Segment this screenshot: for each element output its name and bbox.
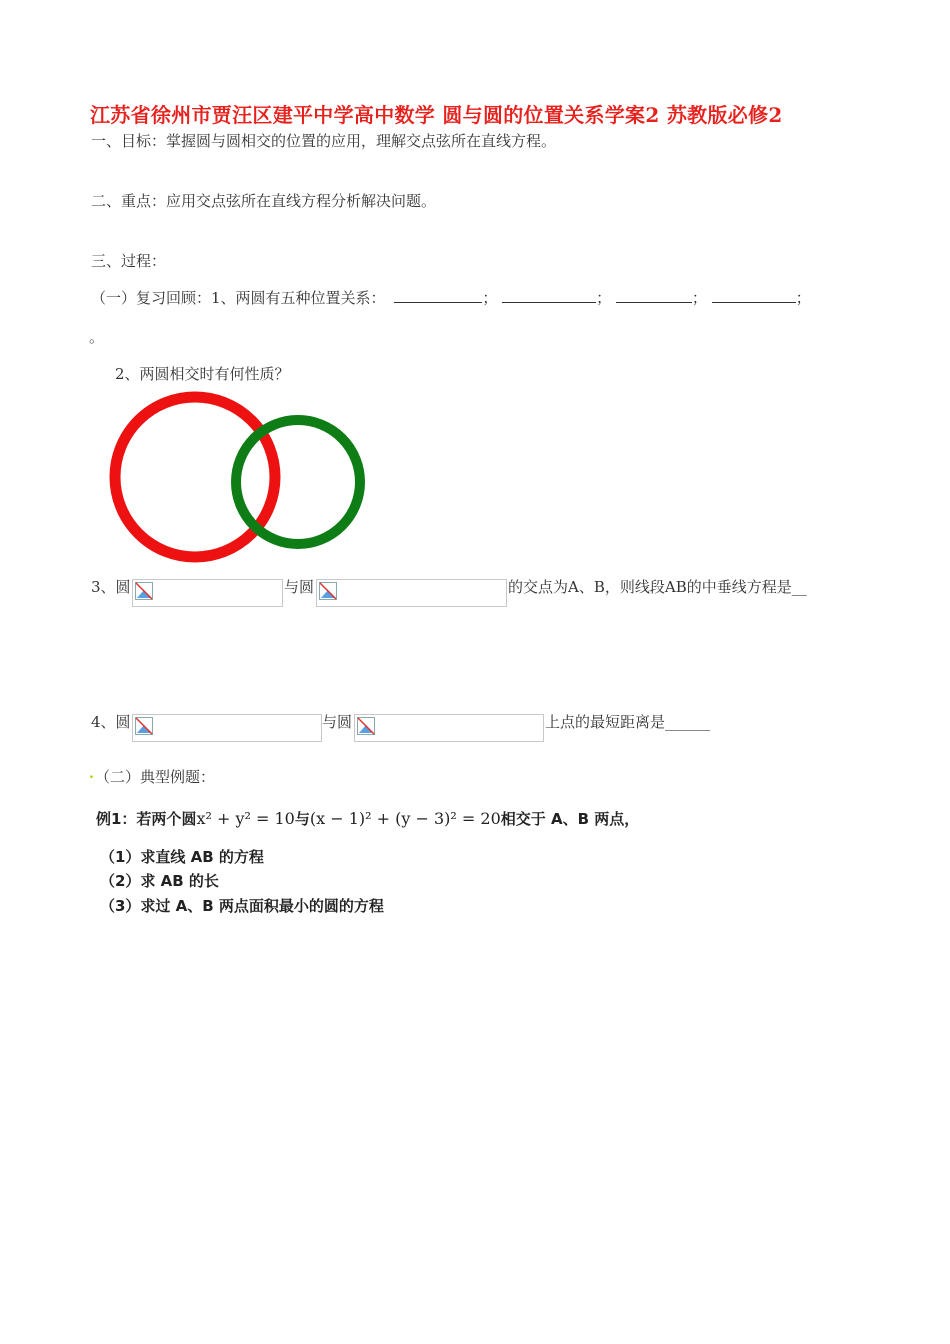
question-3-connector: 与圆: [284, 578, 315, 596]
question-4-text: 上点的最短距离是______: [545, 713, 711, 731]
answer-blank-1[interactable]: [394, 288, 482, 303]
example-1-conjunction: 与: [294, 810, 310, 828]
question-4-number: 4、圆: [91, 713, 131, 731]
separator: ；: [596, 289, 612, 307]
example-1-lead: 例1：若两个圆: [96, 810, 197, 828]
red-circle: [115, 397, 275, 557]
examples-heading: （二）典型例题：: [95, 768, 216, 786]
circle-equation-image-1: [132, 579, 283, 607]
question-3-text: 的交点为A、B，则线段AB的中垂线方程是__: [508, 578, 807, 596]
intersecting-circles-figure: [100, 390, 380, 570]
goal-text: 一、目标：掌握圆与圆相交的位置的应用，理解交点弦所在直线方程。: [91, 132, 557, 150]
answer-blank-3[interactable]: [616, 288, 692, 303]
equation-circle-1: x² + y² = 10: [196, 809, 295, 828]
review-prefix: （一）复习回顾：1、两圆有五种位置关系：: [91, 289, 386, 307]
green-circle: [236, 420, 360, 544]
process-heading: 三、过程：: [91, 252, 167, 270]
circle-equation-image-3: [132, 714, 322, 742]
example-1-tail: 相交于 A、B 两点，: [500, 810, 640, 828]
review-line: [91, 287, 811, 308]
answer-blank-2[interactable]: [502, 288, 596, 303]
question-2: 2、两圆相交时有何性质？: [115, 365, 290, 383]
example-1-statement: [96, 808, 639, 829]
review-end: 。: [89, 328, 105, 346]
example-1-item-2: （2）求 AB 的长: [100, 872, 219, 890]
broken-image-icon: [319, 582, 337, 600]
separator: ；: [795, 289, 811, 307]
broken-image-icon: [357, 717, 375, 735]
key-point-text: 二、重点：应用交点弦所在直线方程分析解决问题。: [91, 192, 437, 210]
marker-dot: .: [89, 766, 94, 782]
circle-equation-image-4: [354, 714, 544, 742]
example-1-item-1: （1）求直线 AB 的方程: [100, 848, 264, 866]
broken-image-icon: [135, 582, 153, 600]
example-1-item-3: （3）求过 A、B 两点面积最小的圆的方程: [100, 897, 384, 915]
circle-equation-image-2: [316, 579, 507, 607]
separator: ；: [482, 289, 498, 307]
question-4-connector: 与圆: [322, 713, 353, 731]
page-title: 江苏省徐州市贾汪区建平中学高中数学 圆与圆的位置关系学案2 苏教版必修2: [90, 103, 783, 127]
answer-blank-4[interactable]: [712, 288, 796, 303]
question-3-number: 3、圆: [91, 578, 131, 596]
equation-circle-2: (x − 1)² + (y − 3)² = 20: [309, 809, 501, 828]
separator: ；: [691, 289, 707, 307]
broken-image-icon: [135, 717, 153, 735]
